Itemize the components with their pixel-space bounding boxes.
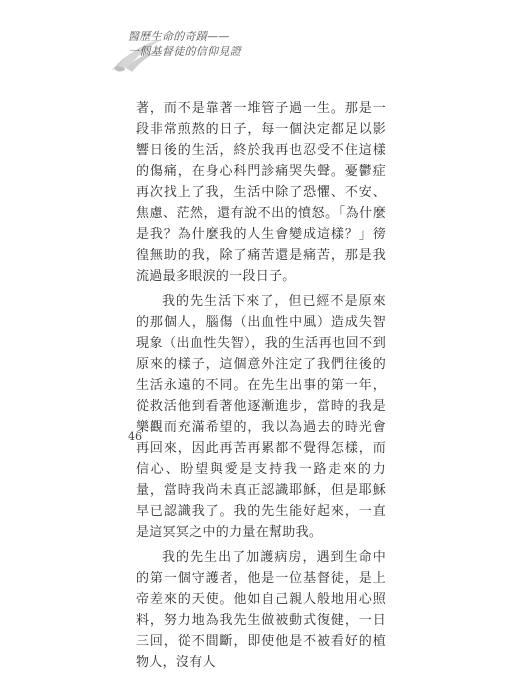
paragraph-2: 我的先生活下來了，但已經不是原來的那個人，腦傷（出血性中風）造成失智現象（出血性失智），我的生活再也回不到原來的樣子，這個意外注定了我們往後的生活永遠的不同。在先生出事的第一年，從救活他到看著他逐漸進步，當時的我是樂觀而充滿希望的，我以為過去的時光會再回來，因此再苦再累都不覺得怎樣，而信心、盼望與愛是支持我一路走來的力量，當時我尚未真正認識耶穌，但是耶穌早已認識我了。我的先生能好起來，一直是這冥冥之中的力量在幫助我。 bbox=[136, 294, 386, 540]
body-text bbox=[136, 98, 386, 677]
paragraph-3: 我的先生出了加護病房，遇到生命中的第一個守護者，他是一位基督徒，是上帝差來的天使。他如自己親人般地用心照料，努力地為我先生做被動式復健，一日三回，從不間斷，即使他是不被看好的植物人，沒有人 bbox=[136, 550, 386, 670]
paragraph-1: 著，而不是靠著一堆管子過一生。那是一段非常煎熬的日子，每一個決定都足以影響日後的生活，終於我再也忍受不住這樣的傷痛，在身心科門診痛哭失聲。憂鬱症再次找上了我，生活中除了恐懼、不安、焦慮、茫然，還有說不出的憤怒。「為什麼是我？為什麼我的人生會變成這樣？」徬徨無助的我，除了痛苦還是痛苦，那是我流過最多眼淚的一段日子。 bbox=[136, 101, 386, 284]
header-subtitle: 一個基督徒的信仰見證 bbox=[128, 45, 241, 58]
header-title: 醫歷生命的奇蹟—— bbox=[128, 30, 230, 43]
page-number: 46 bbox=[128, 430, 142, 443]
running-header bbox=[112, 24, 312, 74]
